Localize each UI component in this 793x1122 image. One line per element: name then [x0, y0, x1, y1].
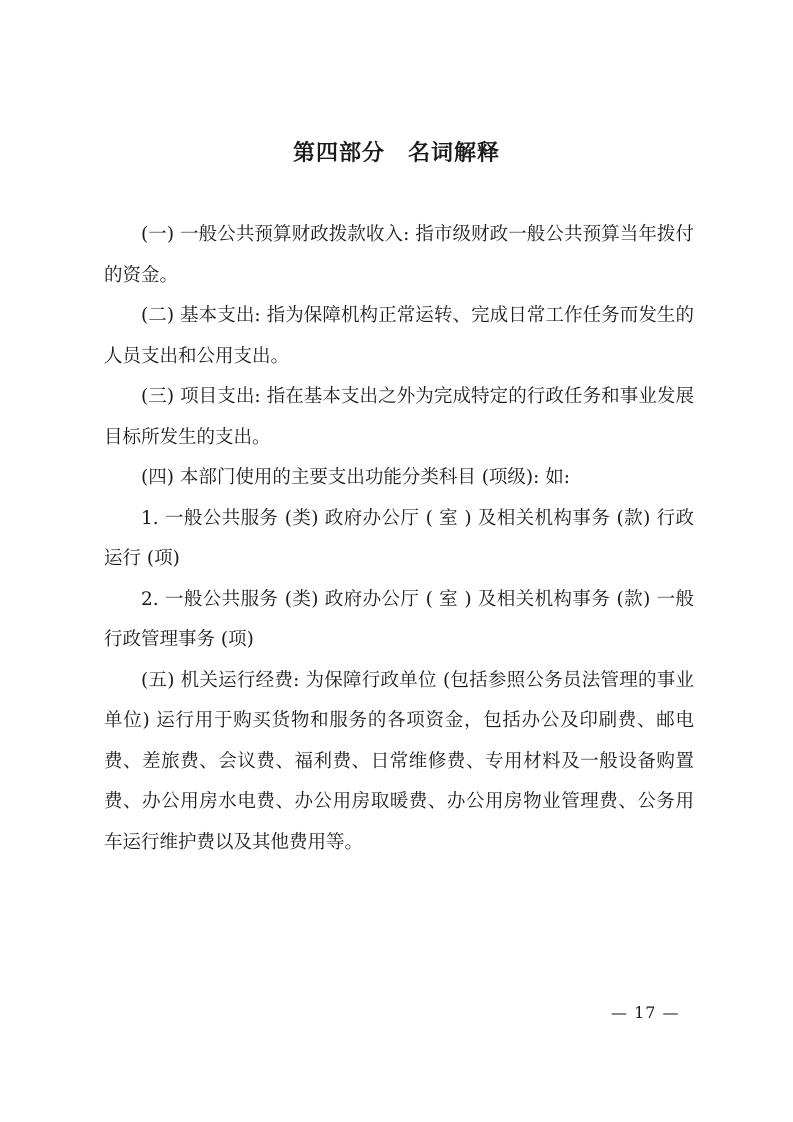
- classification-item-1: 1. 一般公共服务 (类) 政府办公厅 ( 室 ) 及相关机构事务 (款) 行政运行 (项): [104, 507, 694, 569]
- definition-functional-classification: (四) 本部门使用的主要支出功能分类科目 (项级): 如:: [141, 467, 570, 488]
- page-title: 第四部分 名词解释: [292, 141, 500, 166]
- definition-operating-expenses: (五) 机关运行经费: 为保障行政单位 (包括参照公务员法管理的事业单位) 运行用于购买货物和服务的各项资金，包括办公及印刷费、邮电费、差旅费、会议费、福利费、日常维修费、专用材料及一般设备购置费、办公用房水电费、办公用房取暖费、办公用房物业管理费、公务用车运行维护费以及其他费用等。: [104, 669, 694, 853]
- page-number: — 17 —: [611, 1003, 680, 1022]
- classification-item-2: 2. 一般公共服务 (类) 政府办公厅 ( 室 ) 及相关机构事务 (款) 一般行政管理事务 (项): [104, 588, 694, 650]
- definition-basic-expenditure: (二) 基本支出: 指为保障机构正常运转、完成日常工作任务而发生的人员支出和公用支出。: [104, 305, 694, 367]
- definition-general-budget-appropriation: (一) 一般公共预算财政拨款收入: 指市级财政一般公共预算当年拨付的资金。: [104, 224, 694, 286]
- definition-project-expenditure: (三) 项目支出: 指在基本支出之外为完成特定的行政任务和事业发展目标所发生的支出。: [104, 386, 694, 448]
- document-body: [104, 215, 694, 863]
